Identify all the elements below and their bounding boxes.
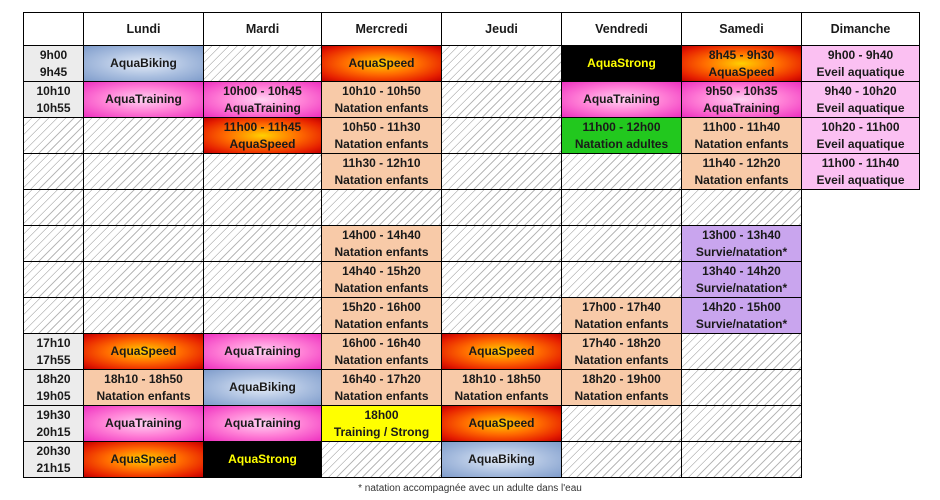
empty-cell xyxy=(442,298,562,334)
session-secondary: AquaTraining xyxy=(703,100,780,115)
session-cell xyxy=(562,334,682,370)
session-primary: AquaSpeed xyxy=(468,344,535,358)
empty-cell xyxy=(322,442,442,478)
session-cell xyxy=(442,370,562,406)
session-cell xyxy=(204,370,322,406)
empty-cell xyxy=(682,190,802,226)
session-secondary: Natation enfants xyxy=(694,172,789,187)
session-primary: AquaTraining xyxy=(583,92,660,106)
session-primary: AquaSpeed xyxy=(110,452,177,466)
session-cell xyxy=(204,334,322,370)
empty-cell xyxy=(682,406,802,442)
session-cell xyxy=(84,82,204,118)
session-primary: 9h40 - 10h20 xyxy=(824,83,897,98)
session-primary: 18h20 - 19h00 xyxy=(582,371,661,386)
session-secondary: Natation enfants xyxy=(334,352,429,367)
session-primary: AquaBiking xyxy=(229,380,296,394)
session-primary: 14h40 - 15h20 xyxy=(342,263,421,278)
day-header: Dimanche xyxy=(802,13,920,46)
session-primary: 13h40 - 14h20 xyxy=(702,263,781,278)
empty-cell xyxy=(204,46,322,82)
session-secondary: AquaTraining xyxy=(224,100,301,115)
session-cell xyxy=(562,82,682,118)
session-secondary: Natation enfants xyxy=(334,100,429,115)
empty-cell xyxy=(802,370,920,406)
session-secondary: Natation enfants xyxy=(334,172,429,187)
empty-cell xyxy=(204,298,322,334)
time-cell xyxy=(24,334,84,370)
empty-cell xyxy=(204,154,322,190)
session-cell xyxy=(204,82,322,118)
session-cell xyxy=(322,406,442,442)
session-cell xyxy=(84,442,204,478)
session-secondary: Survie/natation* xyxy=(695,244,788,259)
session-secondary: Natation adultes xyxy=(574,136,669,151)
time-cell xyxy=(24,226,84,262)
time-cell xyxy=(24,190,84,226)
session-cell xyxy=(84,46,204,82)
empty-cell xyxy=(84,226,204,262)
session-cell xyxy=(322,154,442,190)
time-label: 9h45 xyxy=(39,64,68,79)
session-cell xyxy=(322,82,442,118)
session-primary: 9h50 - 10h35 xyxy=(705,83,778,98)
empty-cell xyxy=(682,370,802,406)
session-primary: 13h00 - 13h40 xyxy=(702,227,781,242)
time-label: 20h15 xyxy=(36,424,71,439)
session-primary: AquaTraining xyxy=(105,92,182,106)
session-cell xyxy=(562,46,682,82)
session-secondary: Natation enfants xyxy=(334,388,429,403)
session-cell xyxy=(322,226,442,262)
empty-cell xyxy=(802,298,920,334)
session-cell xyxy=(322,370,442,406)
session-secondary: Survie/natation* xyxy=(695,280,788,295)
time-cell xyxy=(24,262,84,298)
empty-cell xyxy=(562,154,682,190)
session-cell xyxy=(682,298,802,334)
session-primary: 17h00 - 17h40 xyxy=(582,299,661,314)
session-primary: 18h10 - 18h50 xyxy=(104,371,183,386)
session-primary: 11h00 - 11h40 xyxy=(821,155,900,170)
empty-cell xyxy=(562,406,682,442)
time-label: 21h15 xyxy=(36,460,71,475)
empty-cell xyxy=(322,190,442,226)
session-secondary: Survie/natation* xyxy=(695,316,788,331)
empty-cell xyxy=(442,262,562,298)
session-primary: 8h45 - 9h30 xyxy=(708,47,775,62)
session-primary: 11h00 - 12h00 xyxy=(582,119,661,134)
session-secondary: Natation enfants xyxy=(574,316,669,331)
session-primary: AquaStrong xyxy=(228,452,297,466)
session-primary: AquaSpeed xyxy=(468,416,535,430)
session-cell xyxy=(562,370,682,406)
empty-cell xyxy=(204,190,322,226)
session-secondary: Natation enfants xyxy=(334,136,429,151)
time-label: 19h30 xyxy=(36,407,71,422)
session-cell xyxy=(682,262,802,298)
session-primary: 16h00 - 16h40 xyxy=(342,335,421,350)
session-primary: 18h00 xyxy=(364,407,399,422)
empty-cell xyxy=(802,442,920,478)
day-header: Samedi xyxy=(682,13,802,46)
session-cell xyxy=(204,406,322,442)
session-secondary: Natation enfants xyxy=(334,280,429,295)
session-secondary: Natation enfants xyxy=(334,244,429,259)
session-cell xyxy=(204,118,322,154)
session-primary: 10h00 - 10h45 xyxy=(223,83,302,98)
time-cell xyxy=(24,46,84,82)
empty-cell xyxy=(84,262,204,298)
session-primary: 10h20 - 11h00 xyxy=(821,119,900,134)
time-cell xyxy=(24,406,84,442)
schedule-table xyxy=(23,12,920,478)
session-primary: AquaStrong xyxy=(587,56,656,70)
session-primary: AquaSpeed xyxy=(110,344,177,358)
session-primary: 16h40 - 17h20 xyxy=(342,371,421,386)
time-cell xyxy=(24,154,84,190)
empty-cell xyxy=(802,406,920,442)
empty-cell xyxy=(204,262,322,298)
session-primary: AquaBiking xyxy=(110,56,177,70)
session-primary: 10h50 - 11h30 xyxy=(342,119,421,134)
session-cell xyxy=(682,226,802,262)
session-secondary: Natation enfants xyxy=(334,316,429,331)
footnote: * natation accompagnée avec un adulte dans l'eau xyxy=(358,483,582,494)
session-primary: 11h40 - 12h20 xyxy=(702,155,781,170)
session-cell xyxy=(322,118,442,154)
session-primary: 14h20 - 15h00 xyxy=(702,299,781,314)
session-secondary: Natation enfants xyxy=(454,388,549,403)
empty-cell xyxy=(442,118,562,154)
day-header: Jeudi xyxy=(442,13,562,46)
session-secondary: Natation enfants xyxy=(574,352,669,367)
session-secondary: Natation enfants xyxy=(96,388,191,403)
day-header: Vendredi xyxy=(562,13,682,46)
session-secondary: Eveil aquatique xyxy=(816,100,905,115)
time-label: 9h00 xyxy=(39,47,68,62)
time-label: 20h30 xyxy=(36,443,71,458)
session-secondary: Natation enfants xyxy=(694,136,789,151)
session-cell xyxy=(84,406,204,442)
empty-cell xyxy=(442,190,562,226)
session-cell xyxy=(322,334,442,370)
empty-cell xyxy=(84,190,204,226)
session-cell xyxy=(204,442,322,478)
empty-cell xyxy=(802,190,920,226)
session-primary: 11h00 - 11h40 xyxy=(702,119,781,134)
day-header: Mercredi xyxy=(322,13,442,46)
session-primary: 15h20 - 16h00 xyxy=(342,299,421,314)
header-corner xyxy=(24,13,84,46)
empty-cell xyxy=(802,262,920,298)
empty-cell xyxy=(562,442,682,478)
session-primary: 17h40 - 18h20 xyxy=(582,335,661,350)
session-cell xyxy=(562,118,682,154)
time-cell xyxy=(24,82,84,118)
session-cell xyxy=(442,334,562,370)
time-cell xyxy=(24,298,84,334)
time-label: 17h55 xyxy=(36,352,71,367)
session-cell xyxy=(442,442,562,478)
session-primary: 10h10 - 10h50 xyxy=(342,83,421,98)
session-primary: AquaTraining xyxy=(224,344,301,358)
empty-cell xyxy=(442,46,562,82)
session-secondary: AquaSpeed xyxy=(229,136,296,151)
session-cell xyxy=(322,46,442,82)
session-cell xyxy=(682,118,802,154)
time-cell xyxy=(24,118,84,154)
session-cell xyxy=(802,46,920,82)
session-primary: AquaTraining xyxy=(105,416,182,430)
session-cell xyxy=(322,262,442,298)
session-primary: 14h00 - 14h40 xyxy=(342,227,421,242)
day-header: Lundi xyxy=(84,13,204,46)
empty-cell xyxy=(562,190,682,226)
session-cell xyxy=(802,118,920,154)
time-label: 19h05 xyxy=(36,388,71,403)
session-secondary: Eveil aquatique xyxy=(816,172,905,187)
time-label: 17h10 xyxy=(36,335,71,350)
session-primary: 9h00 - 9h40 xyxy=(827,47,894,62)
time-label: 10h55 xyxy=(36,100,71,115)
empty-cell xyxy=(802,226,920,262)
empty-cell xyxy=(682,442,802,478)
empty-cell xyxy=(562,262,682,298)
session-cell xyxy=(322,298,442,334)
session-cell xyxy=(802,82,920,118)
empty-cell xyxy=(802,334,920,370)
time-cell xyxy=(24,442,84,478)
empty-cell xyxy=(204,226,322,262)
session-cell xyxy=(442,406,562,442)
empty-cell xyxy=(442,82,562,118)
session-primary: 11h00 - 11h45 xyxy=(223,119,302,134)
empty-cell xyxy=(682,334,802,370)
day-header: Mardi xyxy=(204,13,322,46)
session-cell xyxy=(682,46,802,82)
session-primary: AquaSpeed xyxy=(348,56,415,70)
empty-cell xyxy=(442,226,562,262)
session-primary: AquaBiking xyxy=(468,452,535,466)
session-secondary: Natation enfants xyxy=(574,388,669,403)
empty-cell xyxy=(84,154,204,190)
session-cell xyxy=(84,370,204,406)
session-cell xyxy=(682,82,802,118)
time-cell xyxy=(24,370,84,406)
empty-cell xyxy=(442,154,562,190)
session-primary: 11h30 - 12h10 xyxy=(342,155,421,170)
empty-cell xyxy=(84,298,204,334)
session-secondary: Eveil aquatique xyxy=(816,136,905,151)
session-secondary: Eveil aquatique xyxy=(816,64,905,79)
empty-cell xyxy=(562,226,682,262)
time-label: 18h20 xyxy=(36,371,71,386)
session-cell xyxy=(562,298,682,334)
time-label: 10h10 xyxy=(36,83,71,98)
empty-cell xyxy=(84,118,204,154)
session-secondary: AquaSpeed xyxy=(708,64,775,79)
session-cell xyxy=(84,334,204,370)
session-cell xyxy=(802,154,920,190)
session-cell xyxy=(682,154,802,190)
session-primary: AquaTraining xyxy=(224,416,301,430)
session-primary: 18h10 - 18h50 xyxy=(462,371,541,386)
session-secondary: Training / Strong xyxy=(333,424,430,439)
